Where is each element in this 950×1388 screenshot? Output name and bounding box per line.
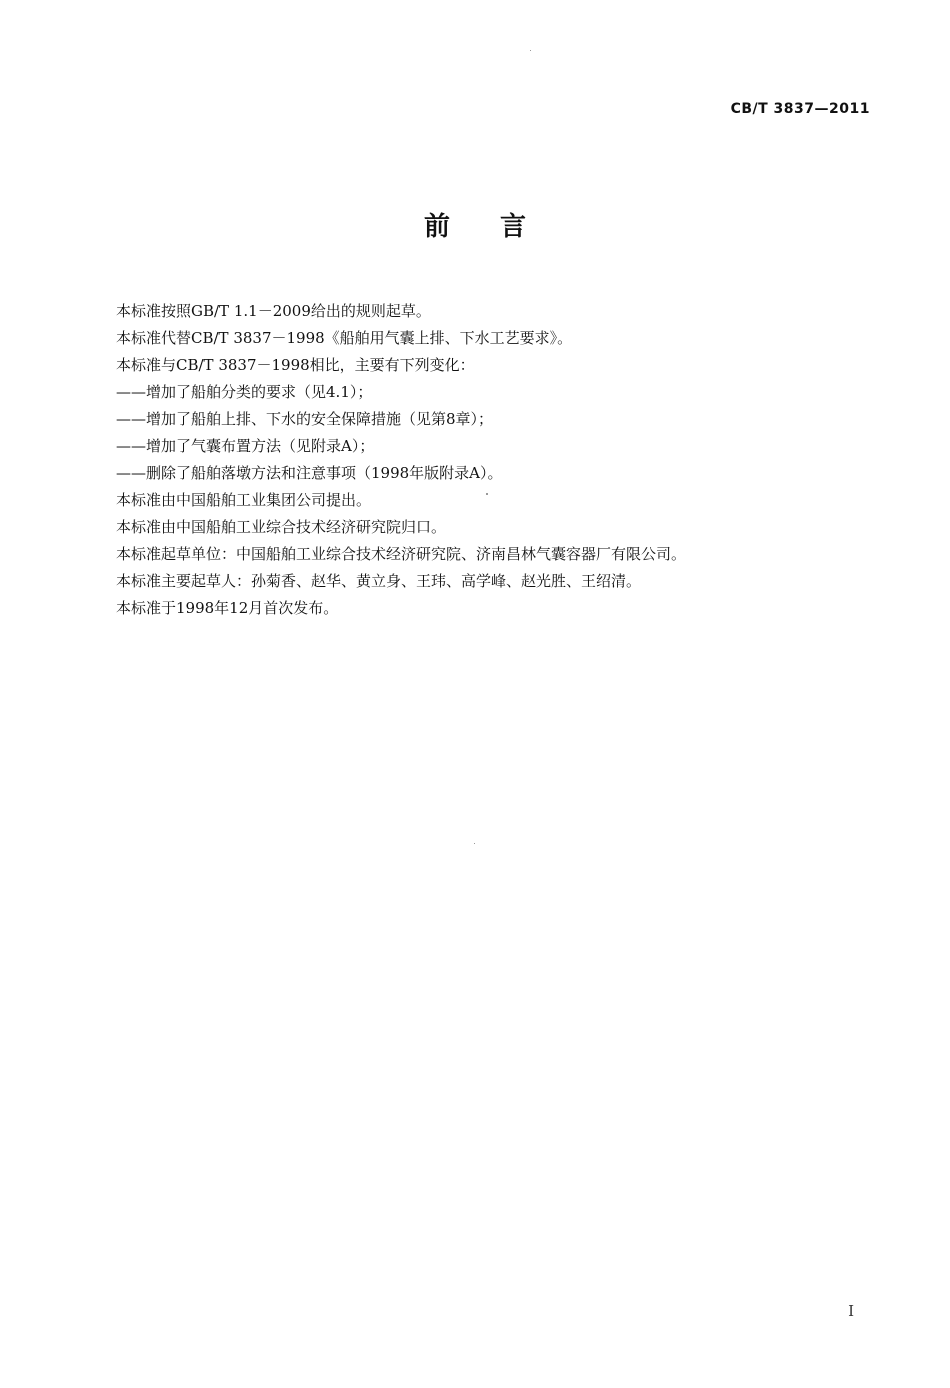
page-number: I	[848, 1302, 854, 1320]
page-title	[0, 206, 950, 243]
scan-speck	[486, 493, 488, 495]
scan-speck	[530, 50, 531, 51]
paragraph-replaces: 本标准代替CB/T 3837－1998《船舶用气囊上排、下水工艺要求》。	[116, 329, 573, 347]
paragraph-proposed-by: 本标准由中国船舶工业集团公司提出。	[116, 491, 372, 509]
paragraph-first-issued: 本标准于1998年12月首次发布。	[116, 599, 339, 617]
title-char-1: 前	[423, 212, 450, 242]
preface-body	[116, 298, 876, 622]
paragraph-managed-by: 本标准由中国船舶工业综合技术经济研究院归口。	[116, 518, 447, 536]
list-item-change: ——删除了船舶落墩方法和注意事项（1998年版附录A）。	[116, 464, 503, 482]
paragraph-drafting-rules: 本标准按照GB/T 1.1－2009给出的规则起草。	[116, 302, 431, 320]
paragraph-drafters: 本标准主要起草人：孙菊香、赵华、黄立身、王玮、高学峰、赵光胜、王绍清。	[116, 572, 642, 590]
list-item-change: ——增加了船舶分类的要求（见4.1）；	[116, 383, 373, 401]
list-item-change: ——增加了船舶上排、下水的安全保障措施（见第8章）；	[116, 410, 494, 428]
paragraph-changes-intro: 本标准与CB/T 3837－1998相比，主要有下列变化：	[116, 356, 475, 374]
standard-number: CB/T 3837—2011	[730, 101, 870, 117]
list-item-change: ——增加了气囊布置方法（见附录A）；	[116, 437, 375, 455]
scan-speck	[474, 843, 475, 844]
title-char-2: 言	[500, 212, 527, 242]
paragraph-drafting-units: 本标准起草单位：中国船舶工业综合技术经济研究院、济南昌林气囊容器厂有限公司。	[116, 545, 687, 563]
